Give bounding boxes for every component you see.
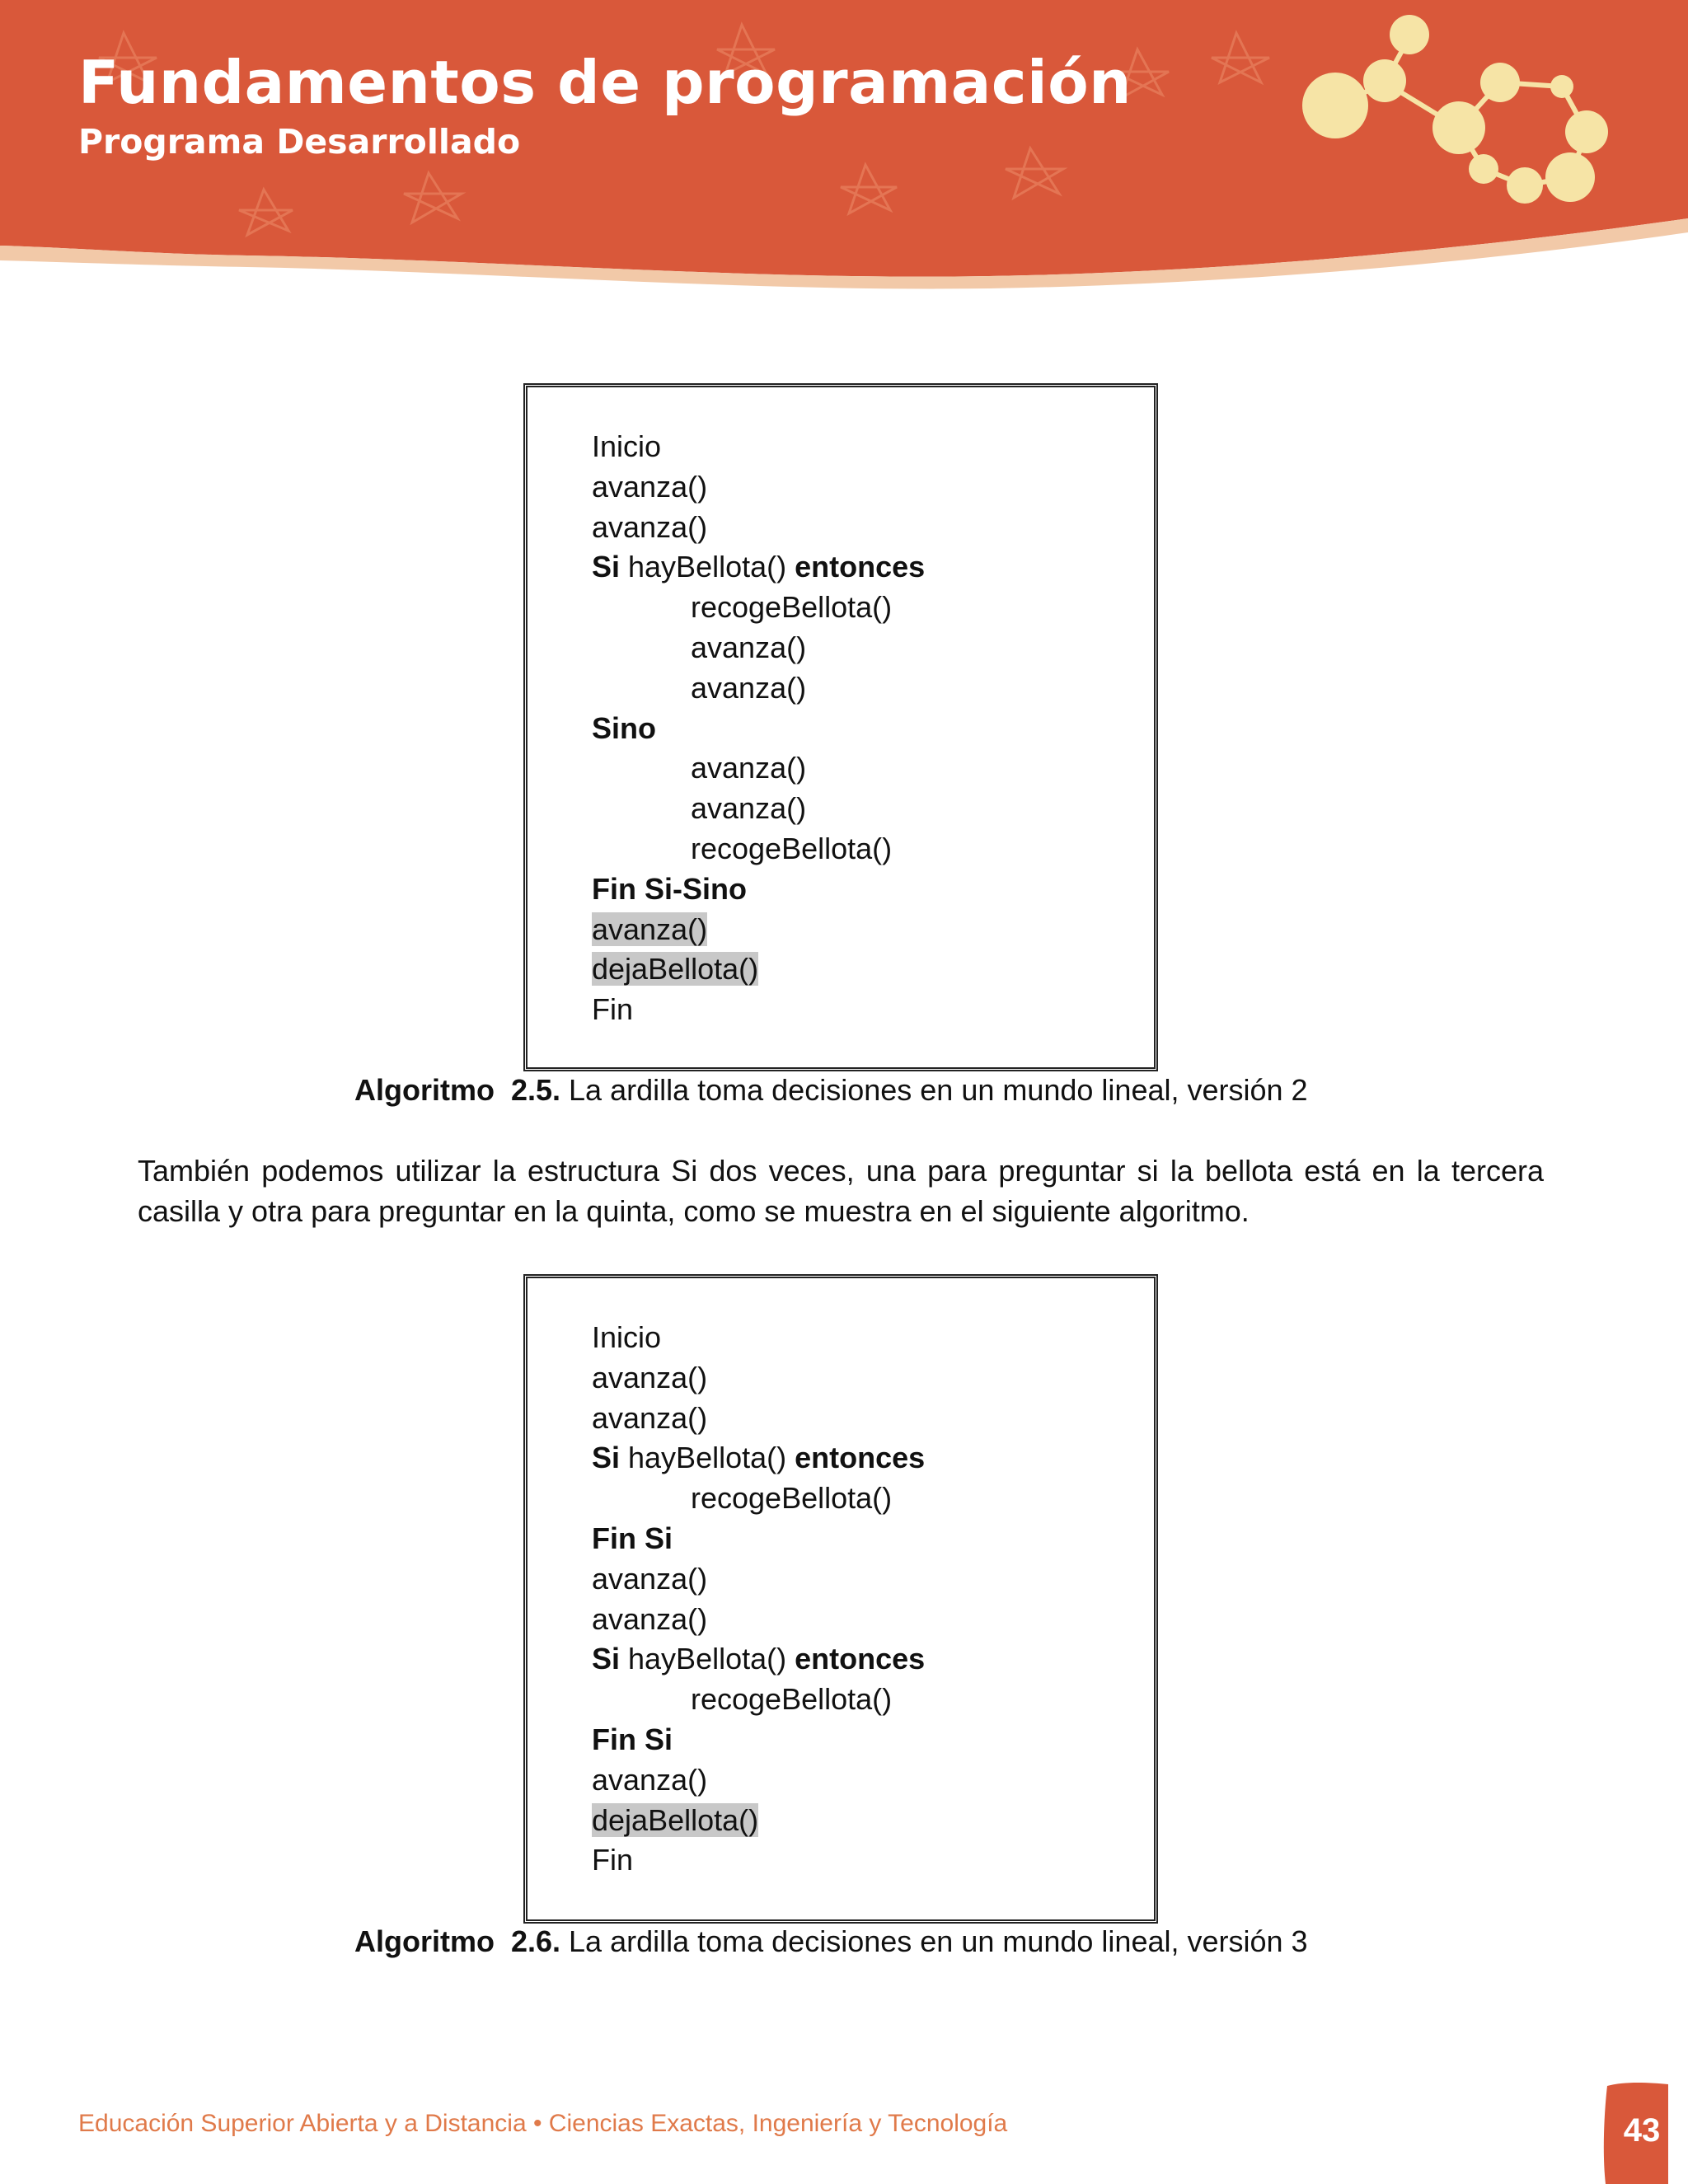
code-line	[592, 1720, 925, 1760]
code-line	[592, 1519, 925, 1559]
code-line	[592, 869, 925, 910]
code-line: avanza()	[592, 1762, 708, 1797]
code-line: avanza()	[592, 509, 708, 544]
algorithm-box-2-5	[523, 383, 1158, 1071]
code-line: Fin	[592, 1843, 634, 1877]
code-line: avanza()	[592, 1400, 708, 1435]
keyword: Si	[592, 1642, 621, 1676]
algorithm-caption-2-6: Algoritmo 2.6. La ardilla toma decisiones en un mundo lineal, versión 3	[354, 1924, 1308, 1958]
code-line: recogeBellota()	[691, 831, 893, 865]
keyword: Si	[592, 550, 621, 584]
keyword: Sino	[592, 710, 656, 745]
code-line: Inicio	[592, 1320, 662, 1354]
code-line-highlighted: avanza()	[592, 912, 708, 946]
header-banner	[0, 0, 1688, 297]
code-line: avanza()	[691, 670, 807, 705]
page-title: Fundamentos de programación	[78, 48, 1132, 117]
code-line	[592, 709, 925, 749]
keyword: Si	[592, 1441, 621, 1475]
code-line: Fin	[592, 992, 634, 1027]
code-line: avanza()	[592, 469, 708, 504]
algorithm-lines	[592, 427, 925, 1030]
code-line: avanza()	[592, 1360, 708, 1394]
keyword: entonces	[795, 1441, 926, 1475]
code-line: avanza()	[691, 791, 807, 826]
code-line: Si hayBellota() entonces	[592, 550, 926, 584]
code-line: Si hayBellota() entonces	[592, 1642, 926, 1676]
code-line: avanza()	[592, 1601, 708, 1636]
page-subtitle: Programa Desarrollado	[78, 122, 521, 162]
keyword: Fin Si	[592, 1521, 673, 1555]
code-line: Inicio	[592, 429, 662, 463]
code-line-highlighted: dejaBellota()	[592, 952, 759, 987]
keyword: entonces	[795, 550, 926, 584]
code-line: recogeBellota()	[691, 590, 893, 625]
page-number: 43	[1623, 2112, 1661, 2149]
body-paragraph: También podemos utilizar la estructura Si dos veces, una para preguntar si la bellota está en la tercera casilla y otra para preguntar en la quinta, como se muestra en el siguiente algoritmo.	[138, 1154, 1544, 1228]
keyword: entonces	[795, 1642, 926, 1676]
algorithm-box-2-6	[523, 1274, 1158, 1924]
code-line: Si hayBellota() entonces	[592, 1441, 926, 1475]
code-line: recogeBellota()	[691, 1682, 893, 1717]
code-line: avanza()	[691, 630, 807, 664]
code-line-highlighted: dejaBellota()	[592, 1802, 759, 1837]
keyword: Fin Si-Sino	[592, 871, 747, 906]
code-line: recogeBellota()	[691, 1481, 893, 1516]
code-line: avanza()	[691, 751, 807, 785]
footer-text: Educación Superior Abierta y a Distancia • Ciencias Exactas, Ingeniería y Tecnología	[78, 2110, 1008, 2137]
algorithm-caption-2-5: Algoritmo 2.5. La ardilla toma decisiones en un mundo lineal, versión 2	[354, 1073, 1308, 1107]
algorithm-lines	[592, 1318, 925, 1881]
code-line: avanza()	[592, 1561, 708, 1596]
keyword: Fin Si	[592, 1722, 673, 1756]
